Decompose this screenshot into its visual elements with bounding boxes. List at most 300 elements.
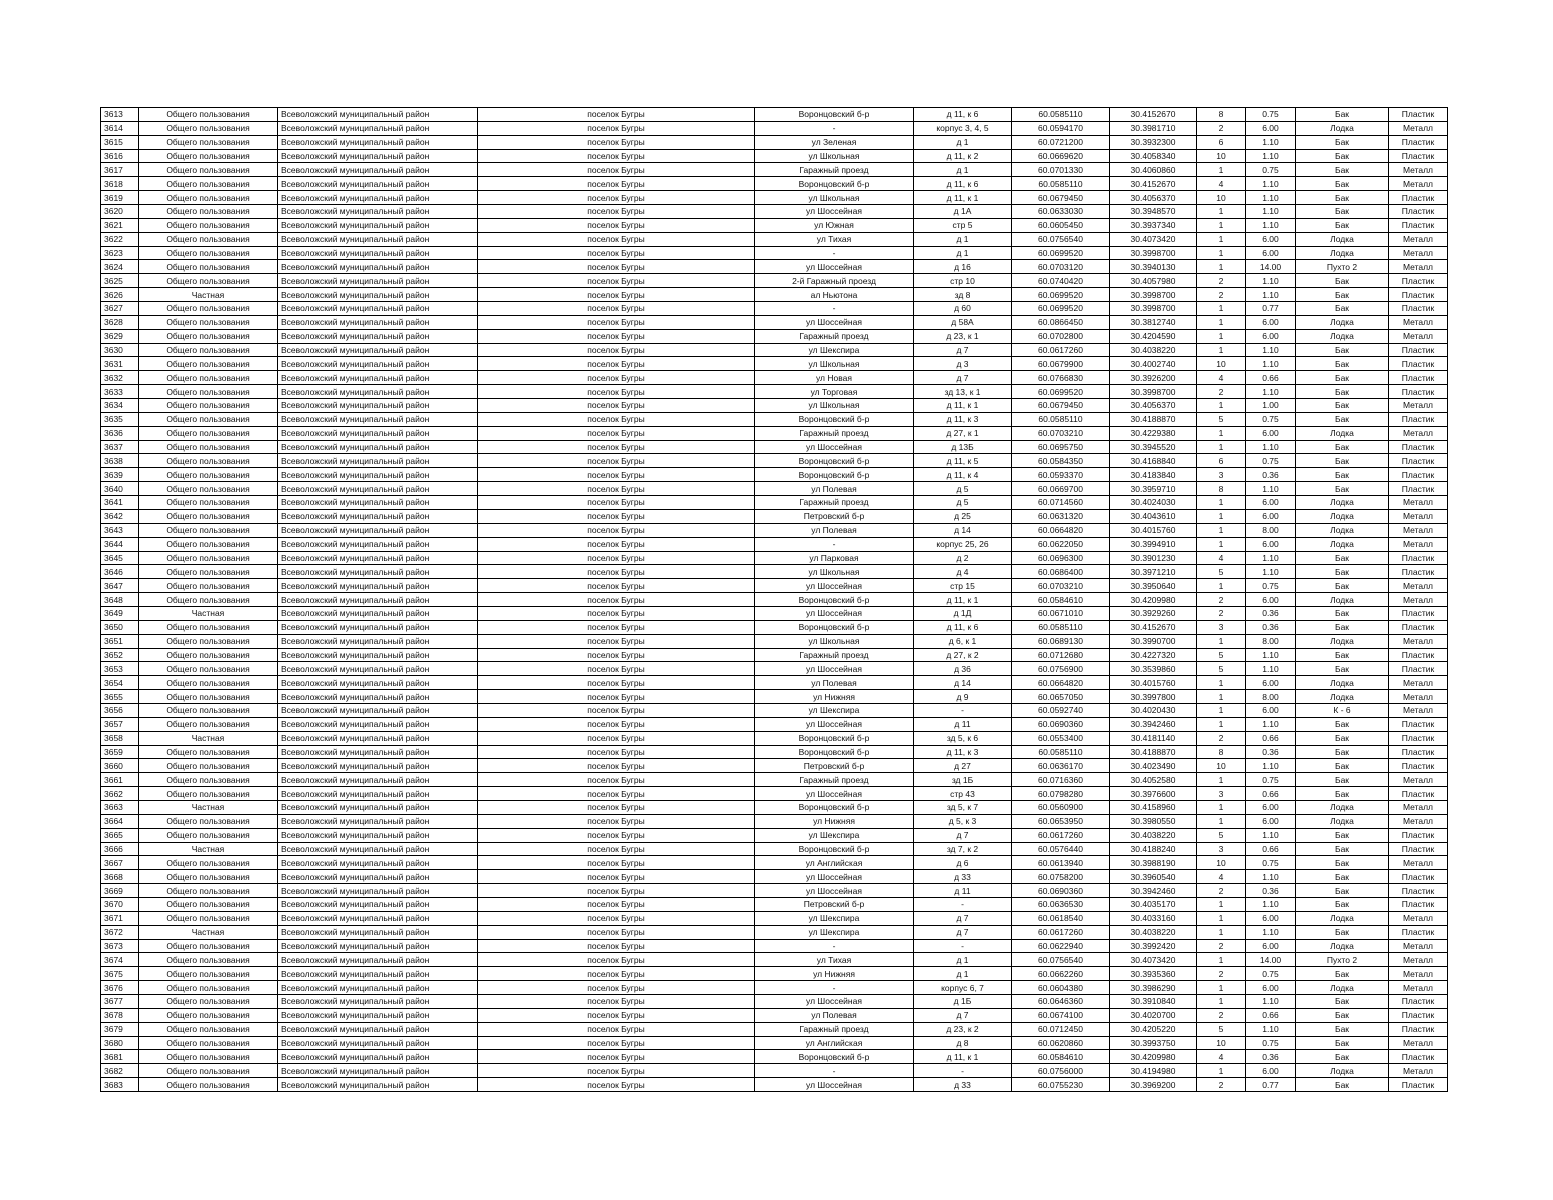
cell-longitude: 30.4038220 <box>1110 925 1197 939</box>
cell-municipal-district: Всеволожский муниципальный район <box>278 288 478 302</box>
cell-count: 4 <box>1197 371 1246 385</box>
cell-id: 3640 <box>101 482 139 496</box>
cell-longitude: 30.4056370 <box>1110 191 1197 205</box>
cell-material: Пластик <box>1389 1008 1448 1022</box>
cell-longitude: 30.3971210 <box>1110 565 1197 579</box>
cell-latitude: 60.0740420 <box>1012 274 1110 288</box>
cell-house: стр 15 <box>914 579 1012 593</box>
cell-container-type: Лодка <box>1296 246 1389 260</box>
cell-material: Металл <box>1389 911 1448 925</box>
cell-container-type: Бак <box>1296 551 1389 565</box>
cell-material: Пластик <box>1389 842 1448 856</box>
cell-count: 1 <box>1197 537 1246 551</box>
cell-volume: 6.00 <box>1246 426 1296 440</box>
cell-longitude: 30.4020700 <box>1110 1008 1197 1022</box>
cell-house: д 4 <box>914 565 1012 579</box>
cell-container-type: Бак <box>1296 925 1389 939</box>
cell-ownership: Общего пользования <box>139 1064 278 1078</box>
cell-volume: 0.75 <box>1246 163 1296 177</box>
cell-latitude: 60.0699520 <box>1012 288 1110 302</box>
cell-container-type: Лодка <box>1296 690 1389 704</box>
table-row <box>101 703 1448 717</box>
cell-material: Пластик <box>1389 288 1448 302</box>
cell-latitude: 60.0699520 <box>1012 246 1110 260</box>
cell-count: 10 <box>1197 191 1246 205</box>
cell-volume: 6.00 <box>1246 509 1296 523</box>
cell-count: 4 <box>1197 1050 1246 1064</box>
cell-id: 3647 <box>101 579 139 593</box>
cell-municipal-district: Всеволожский муниципальный район <box>278 426 478 440</box>
cell-settlement: поселок Бугры <box>478 759 755 773</box>
cell-ownership: Общего пользования <box>139 468 278 482</box>
cell-container-type: Бак <box>1296 828 1389 842</box>
cell-street: ул Нижняя <box>755 814 914 828</box>
cell-count: 8 <box>1197 108 1246 122</box>
cell-street: 2-й Гаражный проезд <box>755 274 914 288</box>
cell-house: д 1 <box>914 967 1012 981</box>
cell-municipal-district: Всеволожский муниципальный район <box>278 468 478 482</box>
cell-material: Пластик <box>1389 149 1448 163</box>
cell-ownership: Общего пользования <box>139 759 278 773</box>
cell-container-type: Бак <box>1296 412 1389 426</box>
cell-ownership: Общего пользования <box>139 149 278 163</box>
cell-volume: 6.00 <box>1246 246 1296 260</box>
cell-container-type: Бак <box>1296 565 1389 579</box>
cell-material: Пластик <box>1389 897 1448 911</box>
cell-material: Пластик <box>1389 606 1448 620</box>
cell-id: 3634 <box>101 399 139 413</box>
cell-id: 3644 <box>101 537 139 551</box>
table-row <box>101 177 1448 191</box>
cell-house: д 1 <box>914 135 1012 149</box>
cell-volume: 0.36 <box>1246 468 1296 482</box>
cell-id: 3623 <box>101 246 139 260</box>
cell-count: 2 <box>1197 967 1246 981</box>
table-row <box>101 482 1448 496</box>
cell-container-type: Пухто 2 <box>1296 260 1389 274</box>
cell-ownership: Общего пользования <box>139 676 278 690</box>
cell-municipal-district: Всеволожский муниципальный район <box>278 260 478 274</box>
cell-latitude: 60.0755230 <box>1012 1078 1110 1092</box>
table-row <box>101 468 1448 482</box>
cell-material: Металл <box>1389 496 1448 510</box>
cell-container-type: Бак <box>1296 579 1389 593</box>
cell-street: Гаражный проезд <box>755 426 914 440</box>
cell-container-type: Бак <box>1296 787 1389 801</box>
cell-ownership: Общего пользования <box>139 357 278 371</box>
cell-volume: 1.10 <box>1246 177 1296 191</box>
cell-house: д 3 <box>914 357 1012 371</box>
cell-street: Воронцовский б-р <box>755 731 914 745</box>
cell-material: Пластик <box>1389 648 1448 662</box>
cell-longitude: 30.4188870 <box>1110 412 1197 426</box>
cell-municipal-district: Всеволожский муниципальный район <box>278 315 478 329</box>
cell-street: Воронцовский б-р <box>755 593 914 607</box>
table-row <box>101 676 1448 690</box>
cell-longitude: 30.4168840 <box>1110 454 1197 468</box>
cell-municipal-district: Всеволожский муниципальный район <box>278 399 478 413</box>
cell-volume: 6.00 <box>1246 939 1296 953</box>
table-row <box>101 454 1448 468</box>
cell-municipal-district: Всеволожский муниципальный район <box>278 773 478 787</box>
cell-ownership: Общего пользования <box>139 440 278 454</box>
cell-id: 3682 <box>101 1064 139 1078</box>
cell-municipal-district: Всеволожский муниципальный район <box>278 897 478 911</box>
cell-id: 3637 <box>101 440 139 454</box>
cell-ownership: Общего пользования <box>139 1008 278 1022</box>
cell-latitude: 60.0636170 <box>1012 759 1110 773</box>
cell-street: ул Шоссейная <box>755 205 914 219</box>
cell-street: - <box>755 537 914 551</box>
cell-street: ул Шекспира <box>755 703 914 717</box>
table-row <box>101 662 1448 676</box>
cell-material: Металл <box>1389 315 1448 329</box>
table-row <box>101 856 1448 870</box>
cell-ownership: Общего пользования <box>139 745 278 759</box>
cell-latitude: 60.0696300 <box>1012 551 1110 565</box>
cell-ownership: Частная <box>139 288 278 302</box>
cell-material: Пластик <box>1389 620 1448 634</box>
cell-volume: 0.36 <box>1246 884 1296 898</box>
cell-settlement: поселок Бугры <box>478 343 755 357</box>
cell-house: зд 1Б <box>914 773 1012 787</box>
cell-municipal-district: Всеволожский муниципальный район <box>278 565 478 579</box>
table-row <box>101 232 1448 246</box>
table-row <box>101 787 1448 801</box>
cell-settlement: поселок Бугры <box>478 551 755 565</box>
cell-volume: 6.00 <box>1246 593 1296 607</box>
cell-id: 3616 <box>101 149 139 163</box>
cell-municipal-district: Всеволожский муниципальный район <box>278 135 478 149</box>
cell-street: Гаражный проезд <box>755 773 914 787</box>
cell-container-type: Бак <box>1296 218 1389 232</box>
cell-longitude: 30.3812740 <box>1110 315 1197 329</box>
cell-longitude: 30.3986290 <box>1110 981 1197 995</box>
cell-id: 3617 <box>101 163 139 177</box>
cell-count: 1 <box>1197 717 1246 731</box>
cell-latitude: 60.0585110 <box>1012 620 1110 634</box>
cell-street: Петровский б-р <box>755 509 914 523</box>
cell-street: ул Полевая <box>755 523 914 537</box>
cell-material: Пластик <box>1389 371 1448 385</box>
cell-longitude: 30.3998700 <box>1110 288 1197 302</box>
cell-municipal-district: Всеволожский муниципальный район <box>278 995 478 1009</box>
cell-street: - <box>755 1064 914 1078</box>
cell-material: Металл <box>1389 939 1448 953</box>
cell-latitude: 60.0699520 <box>1012 385 1110 399</box>
cell-municipal-district: Всеволожский муниципальный район <box>278 842 478 856</box>
cell-material: Пластик <box>1389 468 1448 482</box>
cell-volume: 0.36 <box>1246 620 1296 634</box>
cell-longitude: 30.4158960 <box>1110 800 1197 814</box>
cell-longitude: 30.4188870 <box>1110 745 1197 759</box>
cell-id: 3621 <box>101 218 139 232</box>
cell-house: - <box>914 939 1012 953</box>
cell-street: Воронцовский б-р <box>755 412 914 426</box>
cell-municipal-district: Всеволожский муниципальный район <box>278 759 478 773</box>
cell-ownership: Общего пользования <box>139 690 278 704</box>
table-row <box>101 329 1448 343</box>
cell-count: 10 <box>1197 856 1246 870</box>
cell-latitude: 60.0703210 <box>1012 579 1110 593</box>
cell-id: 3669 <box>101 884 139 898</box>
cell-latitude: 60.0604380 <box>1012 981 1110 995</box>
cell-municipal-district: Всеволожский муниципальный район <box>278 1050 478 1064</box>
cell-ownership: Общего пользования <box>139 620 278 634</box>
cell-longitude: 30.3942460 <box>1110 717 1197 731</box>
table-row <box>101 537 1448 551</box>
cell-house: д 11, к 6 <box>914 108 1012 122</box>
cell-ownership: Общего пользования <box>139 593 278 607</box>
cell-latitude: 60.0866450 <box>1012 315 1110 329</box>
cell-settlement: поселок Бугры <box>478 911 755 925</box>
cell-settlement: поселок Бугры <box>478 662 755 676</box>
cell-latitude: 60.0584610 <box>1012 593 1110 607</box>
cell-id: 3665 <box>101 828 139 842</box>
cell-municipal-district: Всеволожский муниципальный район <box>278 496 478 510</box>
cell-material: Пластик <box>1389 1022 1448 1036</box>
cell-count: 8 <box>1197 745 1246 759</box>
cell-ownership: Общего пользования <box>139 717 278 731</box>
cell-volume: 6.00 <box>1246 232 1296 246</box>
cell-municipal-district: Всеволожский муниципальный район <box>278 274 478 288</box>
cell-material: Металл <box>1389 246 1448 260</box>
cell-ownership: Общего пользования <box>139 135 278 149</box>
cell-material: Пластик <box>1389 551 1448 565</box>
cell-municipal-district: Всеволожский муниципальный район <box>278 870 478 884</box>
cell-longitude: 30.4060860 <box>1110 163 1197 177</box>
cell-municipal-district: Всеволожский муниципальный район <box>278 205 478 219</box>
cell-volume: 6.00 <box>1246 703 1296 717</box>
cell-container-type: Бак <box>1296 1050 1389 1064</box>
cell-house: д 60 <box>914 302 1012 316</box>
cell-latitude: 60.0617260 <box>1012 828 1110 842</box>
cell-municipal-district: Всеволожский муниципальный район <box>278 717 478 731</box>
cell-ownership: Общего пользования <box>139 565 278 579</box>
cell-material: Металл <box>1389 1064 1448 1078</box>
cell-house: д 23, к 1 <box>914 329 1012 343</box>
cell-volume: 6.00 <box>1246 315 1296 329</box>
cell-municipal-district: Всеволожский муниципальный район <box>278 856 478 870</box>
cell-ownership: Общего пользования <box>139 399 278 413</box>
cell-volume: 1.10 <box>1246 357 1296 371</box>
cell-container-type: Бак <box>1296 1022 1389 1036</box>
cell-latitude: 60.0605450 <box>1012 218 1110 232</box>
cell-count: 2 <box>1197 274 1246 288</box>
cell-ownership: Общего пользования <box>139 537 278 551</box>
cell-ownership: Общего пользования <box>139 870 278 884</box>
cell-material: Пластик <box>1389 828 1448 842</box>
table-row <box>101 967 1448 981</box>
cell-house: - <box>914 897 1012 911</box>
cell-latitude: 60.0662260 <box>1012 967 1110 981</box>
cell-volume: 0.66 <box>1246 787 1296 801</box>
cell-id: 3651 <box>101 634 139 648</box>
cell-count: 2 <box>1197 385 1246 399</box>
cell-municipal-district: Всеволожский муниципальный район <box>278 939 478 953</box>
cell-street: ул Парковая <box>755 551 914 565</box>
cell-ownership: Общего пользования <box>139 551 278 565</box>
cell-house: д 36 <box>914 662 1012 676</box>
table-row <box>101 399 1448 413</box>
cell-settlement: поселок Бугры <box>478 135 755 149</box>
cell-street: - <box>755 246 914 260</box>
cell-volume: 0.75 <box>1246 1036 1296 1050</box>
cell-latitude: 60.0594170 <box>1012 121 1110 135</box>
cell-longitude: 30.4205220 <box>1110 1022 1197 1036</box>
table-row <box>101 371 1448 385</box>
cell-latitude: 60.0703120 <box>1012 260 1110 274</box>
cell-settlement: поселок Бугры <box>478 731 755 745</box>
cell-volume: 1.10 <box>1246 870 1296 884</box>
cell-latitude: 60.0716360 <box>1012 773 1110 787</box>
cell-container-type: Бак <box>1296 759 1389 773</box>
cell-longitude: 30.4181140 <box>1110 731 1197 745</box>
cell-count: 3 <box>1197 787 1246 801</box>
table-row <box>101 814 1448 828</box>
cell-latitude: 60.0617260 <box>1012 343 1110 357</box>
cell-settlement: поселок Бугры <box>478 482 755 496</box>
cell-ownership: Общего пользования <box>139 412 278 426</box>
cell-container-type: Лодка <box>1296 676 1389 690</box>
table-row <box>101 357 1448 371</box>
cell-latitude: 60.0686400 <box>1012 565 1110 579</box>
cell-house: д 7 <box>914 343 1012 357</box>
cell-longitude: 30.3998700 <box>1110 246 1197 260</box>
cell-municipal-district: Всеволожский муниципальный район <box>278 690 478 704</box>
cell-container-type: Лодка <box>1296 634 1389 648</box>
cell-latitude: 60.0671010 <box>1012 606 1110 620</box>
table-body <box>101 108 1448 1092</box>
cell-municipal-district: Всеволожский муниципальный район <box>278 357 478 371</box>
cell-house: д 11, к 3 <box>914 412 1012 426</box>
cell-volume: 6.00 <box>1246 121 1296 135</box>
cell-street: ул Шоссейная <box>755 870 914 884</box>
cell-settlement: поселок Бугры <box>478 246 755 260</box>
cell-street: ул Шоссейная <box>755 315 914 329</box>
cell-settlement: поселок Бугры <box>478 371 755 385</box>
cell-settlement: поселок Бугры <box>478 163 755 177</box>
cell-municipal-district: Всеволожский муниципальный район <box>278 593 478 607</box>
cell-street: ул Шоссейная <box>755 995 914 1009</box>
cell-container-type: Лодка <box>1296 426 1389 440</box>
cell-latitude: 60.0585110 <box>1012 108 1110 122</box>
cell-street: ул Шоссейная <box>755 1078 914 1092</box>
cell-count: 1 <box>1197 579 1246 593</box>
table-row <box>101 523 1448 537</box>
cell-container-type: Бак <box>1296 302 1389 316</box>
cell-municipal-district: Всеволожский муниципальный район <box>278 731 478 745</box>
cell-material: Пластик <box>1389 302 1448 316</box>
cell-container-type: К - 6 <box>1296 703 1389 717</box>
cell-street: Воронцовский б-р <box>755 620 914 634</box>
cell-count: 10 <box>1197 759 1246 773</box>
cell-house: стр 43 <box>914 787 1012 801</box>
cell-count: 1 <box>1197 703 1246 717</box>
cell-id: 3613 <box>101 108 139 122</box>
cell-container-type: Бак <box>1296 108 1389 122</box>
cell-material: Пластик <box>1389 135 1448 149</box>
cell-ownership: Общего пользования <box>139 343 278 357</box>
cell-settlement: поселок Бугры <box>478 620 755 634</box>
table-row <box>101 205 1448 219</box>
data-table <box>100 107 1448 1092</box>
cell-municipal-district: Всеволожский муниципальный район <box>278 606 478 620</box>
cell-id: 3632 <box>101 371 139 385</box>
cell-ownership: Общего пользования <box>139 995 278 1009</box>
cell-municipal-district: Всеволожский муниципальный район <box>278 787 478 801</box>
cell-street: ул Тихая <box>755 232 914 246</box>
table-row <box>101 884 1448 898</box>
cell-house: д 16 <box>914 260 1012 274</box>
cell-material: Пластик <box>1389 1050 1448 1064</box>
cell-id: 3654 <box>101 676 139 690</box>
cell-latitude: 60.0756900 <box>1012 662 1110 676</box>
table-row <box>101 870 1448 884</box>
cell-count: 1 <box>1197 440 1246 454</box>
cell-material: Металл <box>1389 163 1448 177</box>
cell-latitude: 60.0689130 <box>1012 634 1110 648</box>
cell-material: Металл <box>1389 967 1448 981</box>
cell-container-type: Бак <box>1296 163 1389 177</box>
cell-container-type: Бак <box>1296 177 1389 191</box>
table-row <box>101 509 1448 523</box>
cell-settlement: поселок Бугры <box>478 745 755 759</box>
cell-volume: 0.75 <box>1246 856 1296 870</box>
cell-count: 1 <box>1197 995 1246 1009</box>
cell-house: д 14 <box>914 676 1012 690</box>
cell-material: Металл <box>1389 634 1448 648</box>
cell-volume: 0.36 <box>1246 1050 1296 1064</box>
cell-street: ул Шоссейная <box>755 662 914 676</box>
cell-volume: 1.10 <box>1246 288 1296 302</box>
cell-municipal-district: Всеволожский муниципальный район <box>278 232 478 246</box>
cell-volume: 6.00 <box>1246 496 1296 510</box>
cell-ownership: Общего пользования <box>139 232 278 246</box>
cell-count: 6 <box>1197 454 1246 468</box>
cell-id: 3683 <box>101 1078 139 1092</box>
table-row <box>101 1078 1448 1092</box>
cell-material: Пластик <box>1389 440 1448 454</box>
table-row <box>101 634 1448 648</box>
cell-house: д 11, к 1 <box>914 191 1012 205</box>
cell-id: 3645 <box>101 551 139 565</box>
cell-municipal-district: Всеволожский муниципальный район <box>278 620 478 634</box>
cell-volume: 1.10 <box>1246 828 1296 842</box>
cell-ownership: Общего пользования <box>139 385 278 399</box>
cell-municipal-district: Всеволожский муниципальный район <box>278 634 478 648</box>
cell-container-type: Лодка <box>1296 121 1389 135</box>
table-row <box>101 1064 1448 1078</box>
cell-settlement: поселок Бугры <box>478 218 755 232</box>
cell-container-type: Бак <box>1296 842 1389 856</box>
cell-count: 1 <box>1197 911 1246 925</box>
cell-house: д 27, к 1 <box>914 426 1012 440</box>
cell-street: ул Английская <box>755 856 914 870</box>
cell-house: корпус 6, 7 <box>914 981 1012 995</box>
cell-settlement: поселок Бугры <box>478 1050 755 1064</box>
cell-count: 10 <box>1197 357 1246 371</box>
cell-longitude: 30.4204590 <box>1110 329 1197 343</box>
cell-container-type: Лодка <box>1296 523 1389 537</box>
cell-count: 1 <box>1197 399 1246 413</box>
cell-latitude: 60.0618540 <box>1012 911 1110 925</box>
cell-count: 3 <box>1197 842 1246 856</box>
cell-municipal-district: Всеволожский муниципальный район <box>278 454 478 468</box>
cell-count: 1 <box>1197 232 1246 246</box>
cell-street: ул Полевая <box>755 676 914 690</box>
cell-count: 1 <box>1197 897 1246 911</box>
